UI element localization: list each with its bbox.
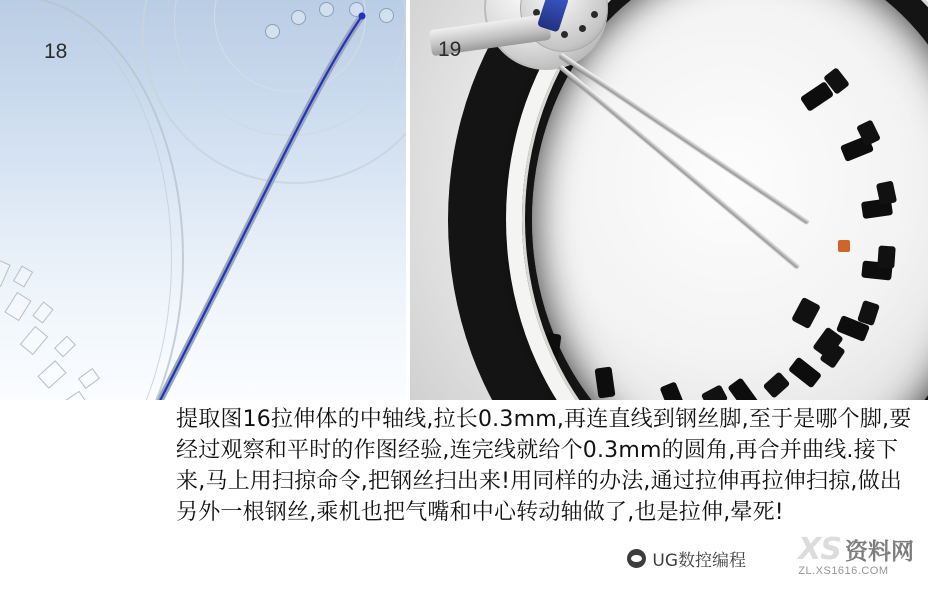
figure-19-render — [410, 0, 928, 400]
figure-19 — [410, 0, 928, 400]
wechat-account-label: UG数控编程 — [652, 551, 746, 571]
site-brand-right: 资料网 — [845, 539, 914, 565]
site-url: ZL.XS1616.COM — [798, 565, 889, 577]
wechat-icon — [627, 549, 646, 568]
figure-19-number: 19 — [438, 38, 462, 61]
site-brand-left: XS — [798, 532, 841, 567]
wheel-rim-inner-edge — [522, 0, 928, 400]
spoke-end-marker — [838, 240, 850, 252]
wechat-watermark — [627, 546, 746, 571]
figure-caption-text: 提取图16拉伸体的中轴线,拉长0.3mm,再连直线到钢丝脚,至于是哪个脚,要经过观察和平时的作图经验,连完线就给个0.3mm的圆角,再合并曲线.接下来,马上用扫掠命令,把钢丝扫出来!用同样的办法,通过拉伸再拉伸扫掠,做出另外一根钢丝,乘机也把气嘴和中心转动轴做了,也是拉伸,晕死! — [176, 407, 912, 525]
figure-18 — [0, 0, 406, 400]
site-watermark — [798, 532, 914, 577]
figure-18-number: 18 — [44, 40, 68, 63]
